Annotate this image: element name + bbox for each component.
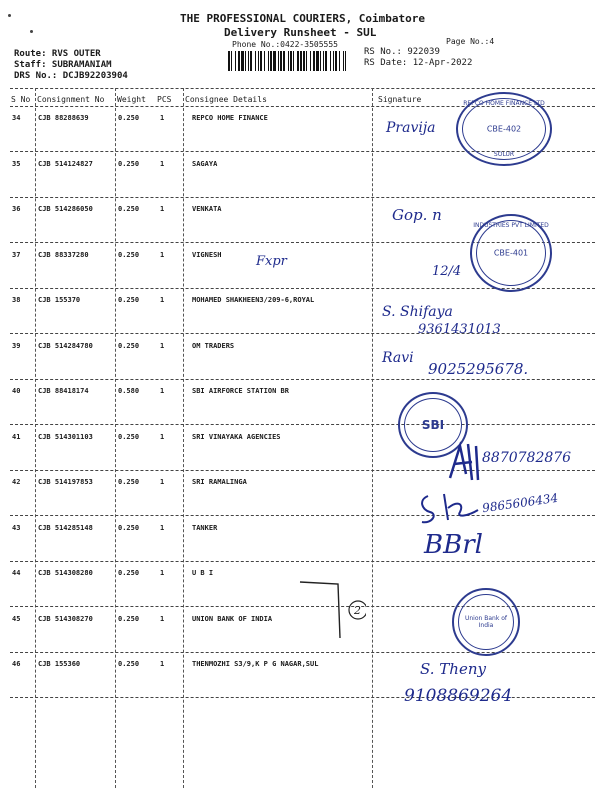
row-weight: 0.250 — [118, 523, 140, 532]
barcode-bar — [290, 51, 292, 71]
row-consignee: UNION BANK OF INDIA — [192, 614, 273, 623]
row-consignee: U B I — [192, 569, 214, 577]
row-weight: 0.250 — [118, 114, 140, 122]
row-consignee: OM TRADERS — [192, 341, 235, 350]
barcode-bar — [316, 51, 319, 71]
signature-36: Gop. n — [392, 206, 442, 224]
table-top-rule — [10, 88, 595, 89]
signature-34: Pravija — [386, 120, 436, 136]
barcode-bar — [323, 51, 324, 71]
row-sno: 45 — [12, 614, 21, 623]
ubi-stamp: Union Bank of India — [452, 588, 520, 656]
signature-43: BBrl — [424, 530, 483, 560]
row-consignee: VIGNESH — [192, 250, 222, 259]
row-weight: 0.250 — [118, 159, 140, 168]
row-consignment-no: CJB 514197853 — [38, 478, 93, 486]
barcode-bar — [241, 51, 244, 71]
row-consignment-no: CJB 514301103 — [38, 432, 93, 441]
signature-38: S. Shifaya — [382, 304, 453, 320]
signature-46: S. Theny — [420, 660, 486, 678]
row-consignee: REPCO HOME FINANCE — [192, 114, 268, 122]
barcode-bar — [343, 51, 344, 71]
row-consignee: MOHAMED SHAKHEEN3/209-6,ROYAL — [192, 296, 315, 304]
staff-label: Staff: SUBRAMANIAM — [14, 60, 112, 70]
barcode-bar — [333, 51, 334, 71]
barcode — [228, 51, 346, 71]
row-consignment-no: CJB 155360 — [38, 660, 81, 668]
barcode-bar — [339, 51, 340, 71]
row-divider — [10, 652, 595, 653]
row-consignment-no: CJB 88288639 — [38, 114, 89, 122]
row-sno: 43 — [12, 523, 21, 532]
row-sno: 44 — [12, 569, 21, 577]
column-header-signature: Signature — [378, 95, 422, 104]
signature-39: Ravi — [382, 350, 414, 366]
row-weight: 0.250 — [118, 660, 140, 668]
row-pcs: 1 — [160, 159, 165, 168]
barcode-bar — [245, 51, 246, 71]
barcode-bar — [270, 51, 272, 71]
barcode-bar — [273, 51, 276, 71]
barcode-bar — [313, 51, 315, 71]
barcode-bar — [235, 51, 236, 71]
row-divider — [10, 379, 595, 380]
barcode-bar — [255, 51, 256, 71]
barcode-bar — [250, 51, 252, 71]
barcode-bar — [264, 51, 265, 71]
row-pcs: 1 — [160, 569, 165, 577]
column-divider — [183, 88, 184, 788]
barcode-bar — [293, 51, 294, 71]
row-sno: 38 — [12, 296, 21, 304]
row-divider — [10, 561, 595, 562]
page-title: THE PROFESSIONAL COURIERS, Coimbatore — [180, 12, 426, 25]
row-weight: 0.250 — [118, 569, 140, 577]
barcode-bar — [280, 51, 282, 71]
barcode-bar — [306, 51, 307, 71]
row-divider — [10, 197, 595, 198]
phone-41: 8870782876 — [482, 450, 572, 466]
drs-number: DRS No.: DCJB92203904 — [14, 71, 128, 81]
row-consignment-no: CJB 88337280 — [38, 250, 89, 259]
row-sno: 42 — [12, 478, 21, 486]
row-consignment-no: CJB 514286050 — [38, 205, 93, 213]
page-number: Page No.:4 — [446, 37, 495, 46]
barcode-bar — [297, 51, 299, 71]
row-divider — [10, 424, 595, 425]
barcode-bar — [258, 51, 259, 71]
sbi-stamp: SBI — [398, 392, 468, 458]
row-pcs: 1 — [160, 660, 165, 668]
barcode-bar — [335, 51, 337, 71]
row-consignment-no: CJB 514308270 — [38, 614, 93, 623]
row-consignee: SRI RAMALINGA — [192, 478, 247, 486]
row-weight: 0.250 — [118, 432, 140, 441]
route-label: Route: RVS OUTER — [14, 49, 101, 59]
column-header-consignment: Consignment No — [37, 95, 105, 104]
barcode-bar — [278, 51, 279, 71]
barcode-bar — [288, 51, 289, 71]
row-pcs: 1 — [160, 478, 165, 486]
row-consignee: SAGAYA — [192, 159, 218, 168]
column-header-pcs: PCS — [157, 95, 172, 104]
signature-37-scribble: Fxpr — [256, 254, 287, 269]
column-divider — [115, 88, 116, 788]
rs-date: RS Date: 12-Apr-2022 — [364, 58, 473, 68]
column-header-consignee: Consignee Details — [185, 95, 267, 104]
barcode-bar — [325, 51, 327, 71]
column-header-sno: S No — [11, 95, 31, 104]
barcode-bar — [303, 51, 305, 71]
phone-46: 9108869264 — [404, 686, 513, 706]
row-consignee: VENKATA — [192, 205, 222, 213]
barcode-bar — [310, 51, 311, 71]
repco-stamp: REPCO HOME FINANCE LTD CBE-402 SOLUR — [456, 92, 552, 166]
row-consignee: SBI AIRFORCE STATION BR — [192, 387, 289, 395]
barcode-bar — [268, 51, 269, 71]
row-pcs: 1 — [160, 614, 165, 623]
row-sno: 39 — [12, 341, 21, 350]
phone-38: 9361431013 — [418, 322, 501, 337]
runsheet-subtitle: Delivery Runsheet - SUL — [224, 26, 377, 39]
signature-44: 2 — [354, 604, 361, 617]
row-weight: 0.250 — [118, 478, 140, 486]
row-sno: 46 — [12, 660, 21, 668]
row-pcs: 1 — [160, 387, 165, 395]
row-consignment-no: CJB 155370 — [38, 296, 81, 304]
barcode-bar — [228, 51, 230, 71]
barcode-bar — [231, 51, 232, 71]
barcode-bar — [283, 51, 285, 71]
row-pcs: 1 — [160, 341, 165, 350]
barcode-bar — [238, 51, 240, 71]
row-pcs: 1 — [160, 296, 165, 304]
barcode-bar — [248, 51, 249, 71]
barcode-bar — [260, 51, 262, 71]
scan-speck — [30, 30, 33, 33]
barcode-bar — [345, 51, 346, 71]
row-sno: 34 — [12, 114, 21, 122]
row-weight: 0.250 — [118, 614, 140, 623]
phone-42: 9865606434 — [481, 490, 559, 516]
row-weight: 0.580 — [118, 387, 140, 395]
phone-39: 9025295678. — [428, 360, 529, 378]
column-header-weight: Weight — [117, 95, 146, 104]
row-consignee: TANKER — [192, 523, 218, 532]
row-consignment-no: CJB 88418174 — [38, 387, 89, 395]
row-divider — [10, 333, 595, 334]
barcode-bar — [320, 51, 321, 71]
scan-speck — [8, 14, 11, 17]
row-divider — [10, 470, 595, 471]
row-weight: 0.250 — [118, 296, 140, 304]
row-consignment-no: CJB 514308280 — [38, 569, 93, 577]
row-sno: 40 — [12, 387, 21, 395]
row-pcs: 1 — [160, 432, 165, 441]
row-weight: 0.250 — [118, 205, 140, 213]
row-weight: 0.250 — [118, 250, 140, 259]
column-divider — [35, 88, 36, 788]
column-divider — [372, 88, 373, 788]
row-sno: 37 — [12, 250, 21, 259]
row-sno: 41 — [12, 432, 21, 441]
row-divider — [10, 515, 595, 516]
industries-stamp: INDUSTRIES PVT LIMITED CBE-401 — [470, 214, 552, 292]
signature-37-date: 12/4 — [432, 264, 462, 279]
row-consignment-no: CJB 514284780 — [38, 341, 93, 350]
row-consignment-no: CJB 514124827 — [38, 159, 93, 168]
row-pcs: 1 — [160, 523, 165, 532]
rs-number: RS No.: 922039 — [364, 47, 440, 57]
row-pcs: 1 — [160, 205, 165, 213]
row-pcs: 1 — [160, 114, 165, 122]
row-consignment-no: CJB 514285148 — [38, 523, 93, 532]
barcode-bar — [330, 51, 331, 71]
signature-42 — [418, 490, 488, 526]
signature-41 — [446, 440, 486, 482]
row-sno: 36 — [12, 205, 21, 213]
row-consignee: SRI VINAYAKA AGENCIES — [192, 432, 281, 441]
row-weight: 0.250 — [118, 341, 140, 350]
phone-number: Phone No.:0422-3505555 — [232, 40, 338, 49]
barcode-bar — [300, 51, 302, 71]
row-sno: 35 — [12, 159, 21, 168]
row-pcs: 1 — [160, 250, 165, 259]
row-consignee: THENMOZHI S3/9,K P G NAGAR,SUL — [192, 660, 319, 668]
